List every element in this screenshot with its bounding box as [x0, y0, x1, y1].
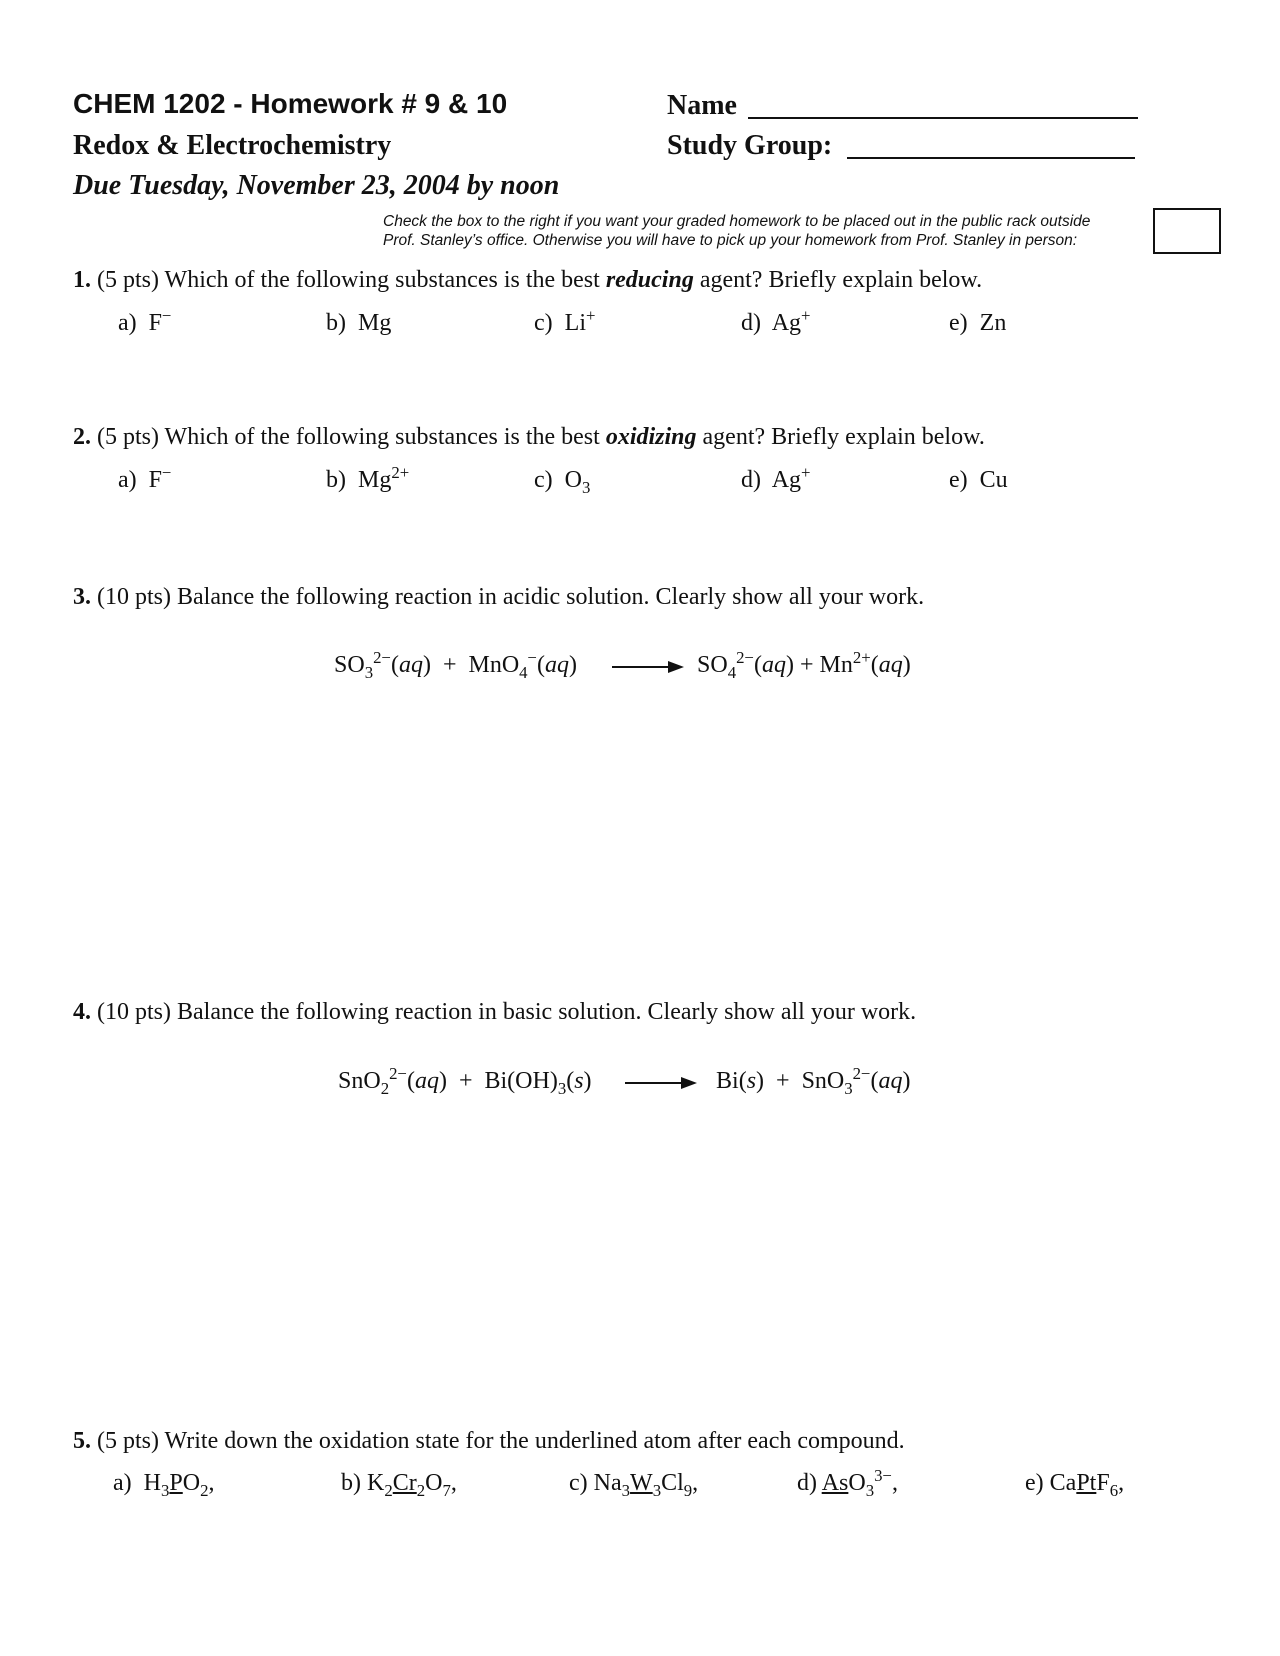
q5-compound-b: b) $K_2Cr_2O_7$,	[341, 1470, 457, 1500]
q5-compound-a: a) $H_3PO_2$,	[113, 1470, 215, 1500]
q2-option-d: d) Ag+	[741, 463, 811, 493]
q4-products: Bi(s) + SnO$_3^{2-}$(aq)	[716, 1064, 911, 1098]
notice-line-2: Prof. Stanley’s office. Otherwise you will have to pick up your homework from Prof. Stanley in person:	[383, 232, 1078, 249]
question-5: 5. (5 pts) Write down the oxidation state for the underlined atom after each compound.	[73, 1428, 905, 1454]
q2-option-b: b) $Mg^{2+}$	[326, 463, 410, 493]
q2-option-a: a) F−	[118, 463, 172, 493]
question-2: 2. (5 pts) Which of the following substances is the best oxidizing agent? Briefly explain below.	[73, 424, 985, 450]
reaction-arrow-icon	[625, 1076, 697, 1090]
q1-option-c: c) Li+	[534, 306, 596, 336]
name-label: Name	[667, 90, 737, 121]
subtitle: Redox & Electrochemistry	[73, 130, 392, 161]
notice	[383, 212, 1090, 250]
reaction-arrow-icon	[612, 660, 684, 674]
q3-reactants: $SO_3^{2-}(aq) + MnO_4^-(aq)$	[334, 648, 578, 682]
question-3: 3. (10 pts) Balance the following reaction in acidic solution. Clearly show all your work.	[73, 584, 925, 610]
underlined-atom: As	[821, 1470, 849, 1496]
emphasis: oxidizing	[605, 424, 697, 450]
q1-option-b: b) Mg	[326, 310, 392, 336]
q5-compound-e: e) CaPtF$_6$,	[1025, 1470, 1125, 1500]
public-rack-checkbox[interactable]	[1153, 208, 1221, 254]
question-number: 5.	[73, 1428, 91, 1454]
q2-option-e: e) Cu	[949, 467, 1008, 493]
q2-option-c: c) $O_3$	[534, 467, 591, 497]
q5-compound-d: d) AsO$_3^{3-}$,	[797, 1466, 898, 1500]
name-field[interactable]	[748, 95, 1138, 119]
notice-line-1: Check the box to the right if you want your graded homework to be placed out in the public rack outside	[383, 213, 1091, 230]
q1-option-a: a) F−	[118, 306, 172, 336]
q4-reactants: $SnO_2^{2-}(aq) + Bi(OH)_3(s)$	[338, 1064, 592, 1098]
q1-option-d: d) Ag+	[741, 306, 811, 336]
question-1: 1. (5 pts) Which of the following substances is the best reducing agent? Briefly explain below.	[73, 267, 983, 293]
underlined-atom: Pt	[1076, 1470, 1097, 1496]
underlined-atom: P	[169, 1470, 183, 1496]
q1-option-e: e) Zn	[949, 310, 1007, 336]
question-number: 2.	[73, 424, 91, 450]
q3-products: $SO_4^{2-}(aq) + Mn^{2+}(aq)$	[697, 648, 911, 682]
course-title: CHEM 1202 - Homework # 9 & 10	[73, 88, 508, 119]
study-group-label: Study Group:	[667, 130, 833, 161]
underlined-atom: W	[630, 1470, 653, 1496]
emphasis: reducing	[605, 267, 694, 293]
question-number: 1.	[73, 267, 91, 293]
study-group-field[interactable]	[847, 135, 1135, 159]
q5-compound-c: c) $Na_3W_3Cl_9$,	[569, 1470, 699, 1500]
question-number: 4.	[73, 999, 91, 1025]
question-number: 3.	[73, 584, 91, 610]
question-4: 4. (10 pts) Balance the following reaction in basic solution. Clearly show all your work.	[73, 999, 917, 1025]
due-date: Due Tuesday, November 23, 2004 by noon	[73, 170, 560, 201]
underlined-atom: Cr	[392, 1470, 417, 1496]
